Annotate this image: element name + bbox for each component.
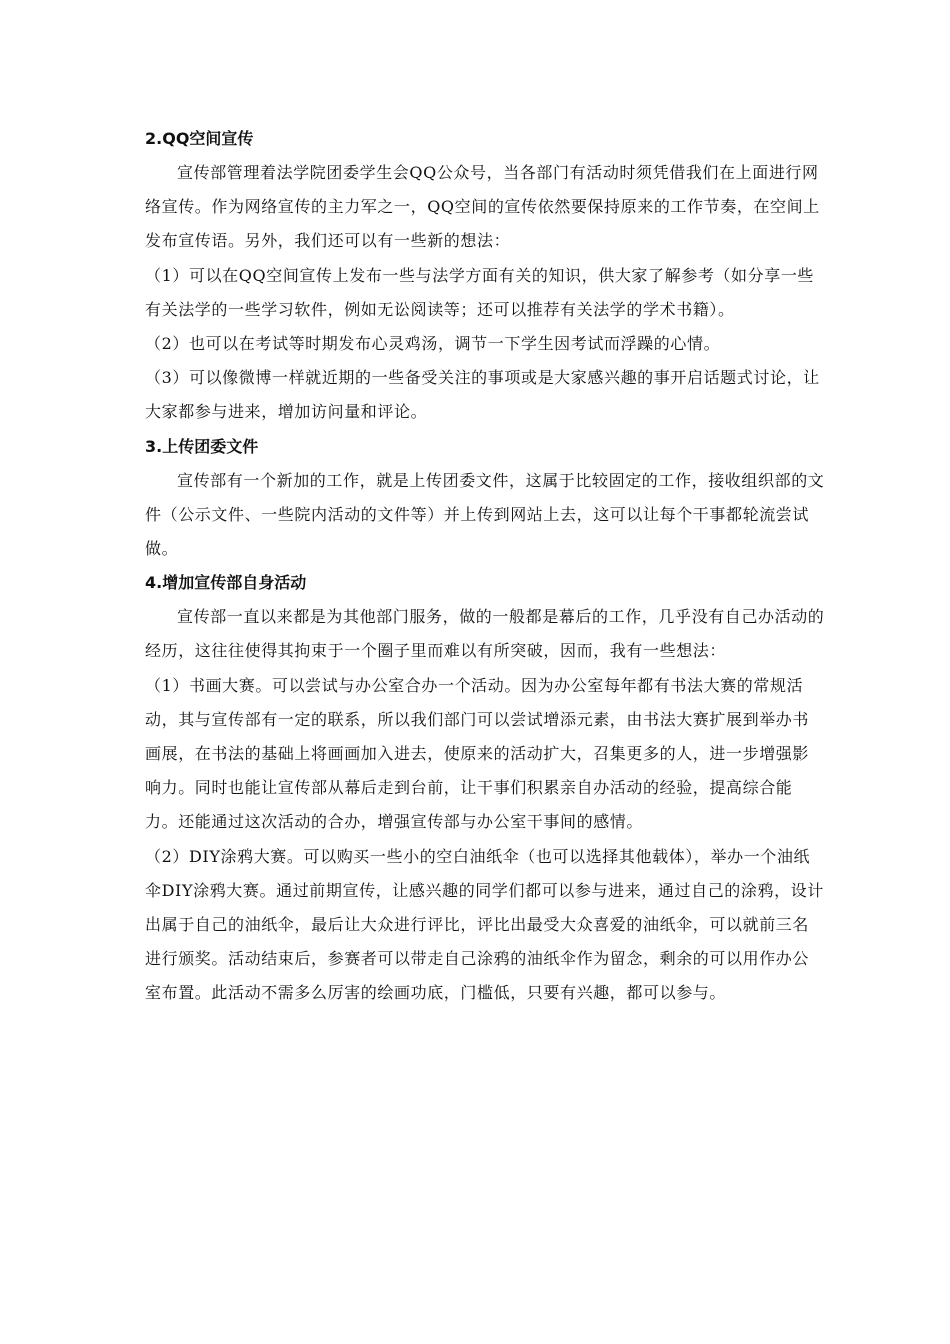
document-body (145, 122, 825, 1011)
section-qq-space (145, 122, 825, 430)
list-item: （1）可以在QQ空间宣传上发布一些与法学方面有关的知识，供大家了解参考（如分享一些有关法学的一些学习软件，例如无讼阅读等；还可以推荐有关法学的学术书籍）。 (145, 265, 815, 319)
paragraph: 宣传部一直以来都是为其他部门服务，做的一般都是幕后的工作，几乎没有自己办活动的经历，这往往使得其拘束于一个圈子里而难以有所突破，因而，我有一些想法： (145, 607, 825, 661)
section-upload-files (145, 430, 825, 567)
list-item: （3）可以像微博一样就近期的一些备受关注的事项或是大家感兴趣的事开启话题式讨论，让大家都参与进来，增加访问量和评论。 (145, 368, 820, 422)
list-item: （1）书画大赛。可以尝试与办公室合办一个活动。因为办公室每年都有书法大赛的常规活动，其与宣传部有一定的联系，所以我们部门可以尝试增添元素，由书法大赛扩展到举办书画展，在书法的基础上将画画加入进去，使原来的活动扩大，召集更多的人，进一步增强影响力。同时也能让宣传部从幕后走到台前，让干事们积累亲自办活动的经验，提高综合能力。还能通过这次活动的合办，增强宣传部与办公室干事间的感情。 (145, 675, 810, 832)
section-heading: 4.增加宣传部自身活动 (145, 573, 307, 593)
list-item: （2）也可以在考试等时期发布心灵鸡汤，调节一下学生因考试而浮躁的心情。 (145, 334, 721, 354)
section-heading: 3.上传团委文件 (145, 436, 259, 456)
section-heading: 2.QQ空间宣传 (145, 129, 254, 148)
section-own-activities (145, 566, 825, 1010)
paragraph: 宣传部有一个新加的工作，就是上传团委文件，这属于比较固定的工作，接收组织部的文件（公示文件、一些院内活动的文件等）并上传到网站上去，这可以让每个干事都轮流尝试做。 (145, 470, 825, 559)
paragraph: 宣传部管理着法学院团委学生会QQ公众号，当各部门有活动时须凭借我们在上面进行网络宣传。作为网络宣传的主力军之一，QQ空间的宣传依然要保持原来的工作节奏，在空间上发布宣传语。另外，我们还可以有一些新的想法： (145, 163, 820, 251)
list-item: （2）DIY涂鸦大赛。可以购买一些小的空白油纸伞（也可以选择其他载体），举办一个油纸伞DIY涂鸦大赛。通过前期宣传，让感兴趣的同学们都可以参与进来，通过自己的涂鸦，设计出属于自己的油纸伞，最后让大众进行评比，评比出最受大众喜爱的油纸伞，可以就前三名进行颁奖。活动结束后，参赛者可以带走自己涂鸦的油纸伞作为留念，剩余的可以用作办公室布置。此活动不需多么厉害的绘画功底，门槛低，只要有兴趣，都可以参与。 (145, 846, 824, 1003)
